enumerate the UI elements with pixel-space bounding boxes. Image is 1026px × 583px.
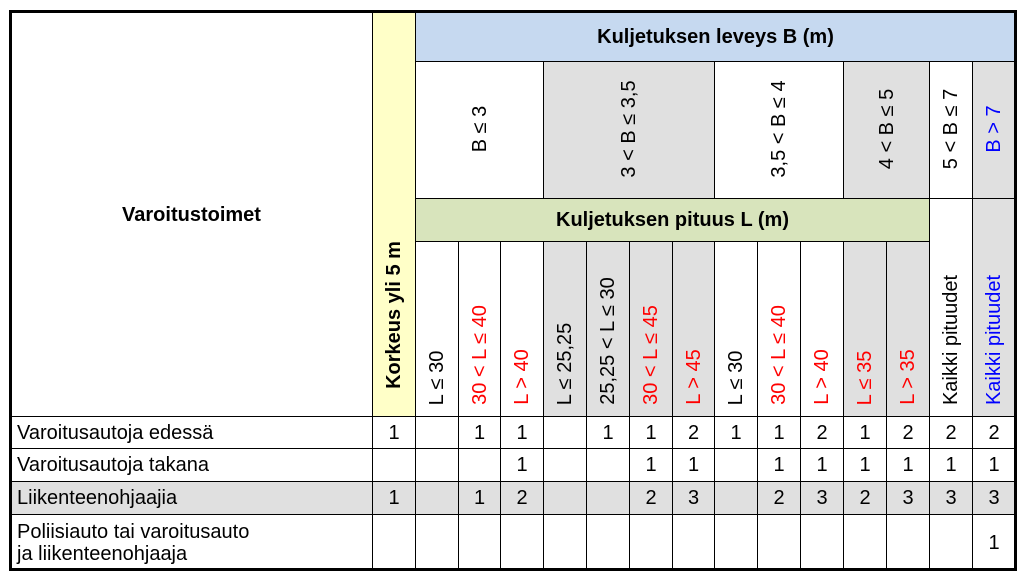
table-cell <box>543 416 587 449</box>
cell-value: 1 <box>687 454 700 476</box>
length-col-2 <box>500 241 544 417</box>
table-cell <box>714 481 758 515</box>
table-cell <box>714 514 758 571</box>
table-cell <box>972 416 1016 449</box>
cell-value: 3 <box>988 487 1000 509</box>
table-cell <box>500 481 544 515</box>
cell-value: 2 <box>816 421 828 444</box>
table-cell <box>929 481 973 515</box>
length-col-7 <box>714 241 758 417</box>
cell-value: 1 <box>473 487 486 509</box>
row-height-cell <box>372 448 416 482</box>
table-cell <box>672 416 715 449</box>
width-group-1 <box>543 61 715 199</box>
width-header-label: Kuljetuksen leveys B (m) <box>597 26 834 48</box>
length-col-8 <box>757 241 801 417</box>
table-cell <box>586 448 630 482</box>
table-cell <box>757 514 801 571</box>
cell-value: 2 <box>945 421 957 444</box>
table-cell <box>929 448 973 482</box>
cell-value: 3 <box>945 487 957 509</box>
row-height-value: 1 <box>388 421 400 444</box>
length-col-label: Kaikki pituudet <box>940 274 962 405</box>
table-cell <box>543 481 587 515</box>
cell-value: 1 <box>859 421 871 444</box>
cell-value: 2 <box>859 487 871 509</box>
height-header-label: Korkeus yli 5 m <box>383 241 405 390</box>
length-col-3 <box>543 241 587 417</box>
table-cell <box>843 481 887 515</box>
table-cell <box>843 448 887 482</box>
table-cell <box>714 416 758 449</box>
length-col-0 <box>415 241 459 417</box>
cell-value: 1 <box>816 454 828 476</box>
row-label-cell <box>10 448 373 482</box>
length-col-11 <box>886 241 930 417</box>
table-cell <box>629 416 673 449</box>
table-cell <box>500 448 544 482</box>
cell-value: 2 <box>516 487 528 509</box>
length-col-label: L > 45 <box>682 349 705 405</box>
table-cell <box>672 514 715 571</box>
length-col-label: Kaikki pituudet <box>983 274 1005 405</box>
cell-value: 1 <box>516 454 528 476</box>
cell-value: 3 <box>687 487 700 509</box>
cell-value: 2 <box>902 421 914 444</box>
cell-value: 1 <box>945 454 957 476</box>
cell-value: 3 <box>816 487 828 509</box>
table-cell <box>886 416 930 449</box>
cell-value: 1 <box>730 421 742 444</box>
length-col-5 <box>629 241 673 417</box>
width-group-label: 3 < B ≤ 3,5 <box>618 80 640 178</box>
cell-value: 1 <box>516 421 528 444</box>
row-label-cell <box>10 481 373 515</box>
length-col-label: 30 < L ≤ 40 <box>468 305 491 405</box>
table-cell <box>714 448 758 482</box>
row-height-value: 1 <box>388 487 400 509</box>
cell-value: 2 <box>645 487 657 509</box>
cell-value: 3 <box>902 487 914 509</box>
table-cell <box>757 481 801 515</box>
length-header <box>415 198 930 242</box>
table-cell <box>800 514 844 571</box>
cell-value: 1 <box>773 454 785 476</box>
length-header-label: Kuljetuksen pituus L (m) <box>556 209 789 231</box>
table-cell <box>500 416 544 449</box>
table-cell <box>586 416 630 449</box>
table-cell <box>458 481 501 515</box>
row-label-cell <box>10 416 373 449</box>
table-cell <box>886 514 930 571</box>
cell-value: 1 <box>602 421 614 444</box>
height-header <box>372 12 416 417</box>
length-col-4 <box>586 241 630 417</box>
table-cell <box>929 416 973 449</box>
table-cell <box>415 481 459 515</box>
width-group-2 <box>714 61 844 199</box>
table-cell <box>629 514 673 571</box>
row-height-cell <box>372 514 416 571</box>
cell-value: 1 <box>645 421 657 444</box>
width-group-label: 4 < B ≤ 5 <box>875 88 898 170</box>
corner-header <box>10 12 373 417</box>
table-cell <box>672 481 715 515</box>
width-group-label: B > 7 <box>983 105 1005 153</box>
cell-value: 1 <box>988 454 1000 476</box>
cell-value: 2 <box>988 421 1000 444</box>
table-cell <box>629 481 673 515</box>
table-cell <box>929 514 973 571</box>
table-cell <box>843 514 887 571</box>
length-col-1 <box>458 241 501 417</box>
width-group-3 <box>843 61 930 199</box>
table-cell <box>458 514 501 571</box>
table-cell <box>757 416 801 449</box>
table-cell <box>972 448 1016 482</box>
length-col-6 <box>672 241 715 417</box>
table-cell <box>800 481 844 515</box>
table-cell <box>543 448 587 482</box>
length-col-12 <box>929 198 973 417</box>
length-col-label: L > 40 <box>511 349 533 405</box>
table-cell <box>415 448 459 482</box>
row-label: Liikenteenohjaajia <box>17 487 178 509</box>
table-cell <box>543 514 587 571</box>
corner-label: Varoitustoimet <box>122 203 261 226</box>
table-cell <box>757 448 801 482</box>
length-col-label: 30 < L ≤ 45 <box>640 305 662 405</box>
cell-value: 1 <box>773 421 785 444</box>
cell-value: 1 <box>473 421 486 444</box>
width-group-label: B ≤ 3 <box>468 105 491 153</box>
table-cell <box>458 448 501 482</box>
table-cell <box>586 514 630 571</box>
cell-value: 2 <box>687 421 700 444</box>
cell-value: 1 <box>988 531 1000 554</box>
table-cell <box>800 448 844 482</box>
length-col-label: L > 40 <box>811 349 833 405</box>
cell-value: 1 <box>859 454 871 476</box>
length-col-13 <box>972 198 1016 417</box>
table-cell <box>886 448 930 482</box>
table-cell <box>629 448 673 482</box>
table-cell <box>672 448 715 482</box>
length-col-label: 30 < L ≤ 40 <box>768 305 790 405</box>
length-col-label: L ≤ 35 <box>854 350 876 405</box>
row-height-cell <box>372 416 416 449</box>
width-header <box>415 12 1016 62</box>
row-label: Varoitusautoja takana <box>17 454 209 476</box>
length-col-label: L > 35 <box>897 349 919 405</box>
table-cell <box>415 514 459 571</box>
length-col-label: 25,25 < L ≤ 30 <box>597 277 619 405</box>
table-cell <box>972 481 1016 515</box>
row-label: Varoitusautoja edessä <box>17 421 214 444</box>
cell-value: 1 <box>645 454 657 476</box>
table-cell <box>800 416 844 449</box>
row-label: Poliisiauto tai varoitusauto ja liikenteenohjaaja <box>17 520 250 565</box>
table-cell <box>500 514 544 571</box>
table-cell <box>415 416 459 449</box>
table-cell <box>458 416 501 449</box>
table-cell <box>886 481 930 515</box>
table-cell <box>843 416 887 449</box>
length-col-9 <box>800 241 844 417</box>
table-cell <box>972 514 1016 571</box>
length-col-label: L ≤ 30 <box>725 350 747 405</box>
length-col-10 <box>843 241 887 417</box>
row-height-cell <box>372 481 416 515</box>
length-col-label: L ≤ 30 <box>426 350 448 405</box>
table-cell <box>586 481 630 515</box>
length-col-label: L ≤ 25,25 <box>554 322 576 405</box>
width-group-0 <box>415 61 544 199</box>
cell-value: 2 <box>773 487 785 509</box>
cell-value: 1 <box>902 454 914 476</box>
row-label-cell <box>10 514 373 571</box>
width-group-label: 5 < B ≤ 7 <box>940 88 962 170</box>
width-group-label: 3,5 < B ≤ 4 <box>768 80 790 178</box>
